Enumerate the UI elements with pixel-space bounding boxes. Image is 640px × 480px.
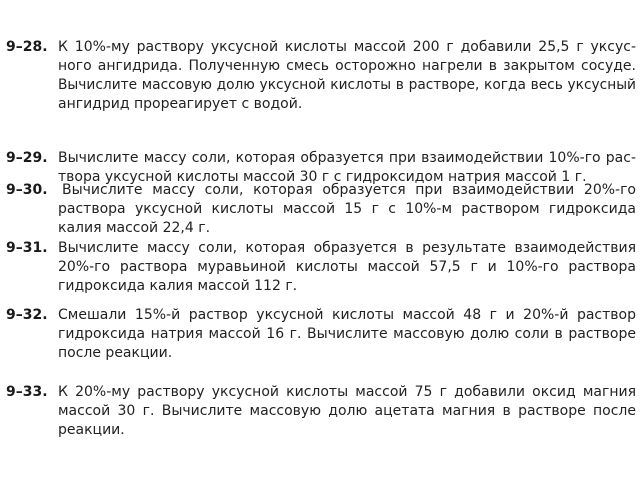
problem-text-line: Вычислите массу соли, которая образуется при взаимодействии 20%-го: [62, 182, 636, 198]
problem-number: 9–33.: [6, 384, 48, 400]
problem-text-line: Смешали 15%-й раствор уксусной кислоты массой 48 г и 20%-й раствор: [58, 307, 636, 323]
problem-text-line: массой 30 г. Вычислите массовую долю ацетата магния в растворе после: [58, 403, 636, 419]
problem-number: 9–29.: [6, 150, 48, 166]
problem-number: 9–32.: [6, 307, 48, 323]
problem-text-line: 20%-го раствора муравьиной кислоты массой 57,5 г и 10%-го раствора: [58, 259, 636, 275]
problem-text-line: реакции.: [58, 422, 125, 438]
problem-number: 9–28.: [6, 39, 48, 55]
problem-text-line: Вычислите массовую долю уксусной кислоты в растворе, когда весь уксусный: [58, 77, 636, 93]
problem-text-line: К 10%-му раствору уксусной кислоты массой 200 г добавили 25,5 г уксус-: [58, 39, 636, 55]
problem-text-line: ангидрид прореагирует с водой.: [58, 96, 303, 112]
problem-text-line: Вычислите массу соли, которая образуется в результате взаимодействия: [58, 240, 636, 256]
problem-text-line: Вычислите массу соли, которая образуется при взаимодействии 10%-го рас-: [58, 150, 636, 166]
problem-text-line: раствора уксусной кислоты массой 15 г с 10%-м раствором гидроксида: [58, 201, 636, 217]
problem-text-line: гидроксида калия массой 112 г.: [58, 278, 298, 294]
problem-text-line: ного ангидрида. Полученную смесь осторожно нагрели в закрытом сосуде.: [58, 58, 636, 74]
problem-text-line: калия массой 22,4 г.: [58, 220, 211, 236]
problem-text-line: после реакции.: [58, 345, 173, 361]
problem-text-line: К 20%-му раствору уксусной кислоты массой 75 г добавили оксид магния: [58, 384, 636, 400]
problem-text-line: гидроксида натрия массой 16 г. Вычислите массовую долю соли в растворе: [58, 326, 636, 342]
problem-number: 9–30.: [6, 182, 48, 198]
problem-text-line: твора уксусной кислоты массой 30 г с гидроксидом натрия массой 1 г.: [58, 169, 587, 185]
problem-number: 9–31.: [6, 240, 48, 256]
